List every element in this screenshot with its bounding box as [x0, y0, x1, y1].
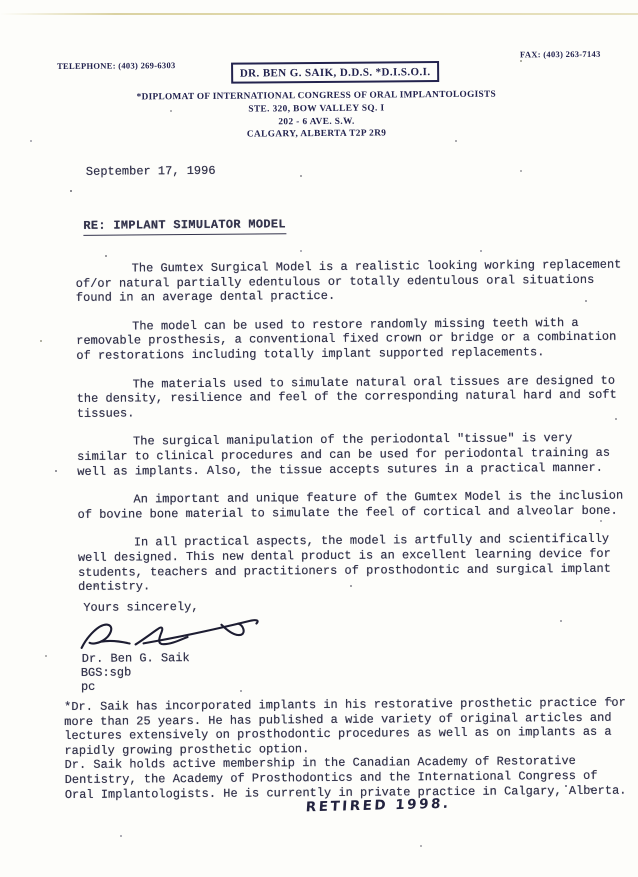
body-paragraph-6: In all practical aspects, the model is artfully and scientifically well designed. This new dental product is an excellent learning device for students, teachers and practitioners of prosthodontic and surgical implant dentistry.: [77, 532, 611, 594]
body-paragraph-1: The Gumtex Surgical Model is a realistic looking working replacement of/or natural partially edentulous or totally edentulous oral situations found in an average dental practice.: [75, 257, 622, 306]
letterhead-address-line-2: 202 - 6 AVE. S.W.: [278, 116, 355, 127]
reference-initials: BGS:sgb: [80, 665, 132, 680]
footnote-paragraph-2: Dr. Saik holds active membership in the Canadian Academy of Restorative Dentistry, the Academy of Prosthodontics and the International Congress of Oral Implantologists. He is currently in private practice in Calgary, Alberta.: [64, 754, 627, 802]
handwritten-retired-note: RETIRED 1998.: [305, 795, 452, 816]
body-paragraph-3: The materials used to simulate natural oral tissues are designed to the density, resilience and feel of the corresponding natural hard and soft tissues.: [76, 373, 617, 421]
body-paragraph-4: The surgical manipulation of the periodontal "tissue" is very similar to clinical procedures and can be used for periodontal training as well as implants. Also, the tissue accepts sutures in a practical manner.: [77, 431, 611, 479]
letter-date: September 17, 1996: [85, 163, 216, 179]
signer-name: Dr. Ben G. Saik: [81, 651, 190, 666]
letterhead-address-line-3: CALGARY, ALBERTA T2P 2R9: [246, 127, 387, 140]
letterhead-fax: FAX: (403) 263-7143: [519, 48, 601, 60]
closing-salutation: Yours sincerely,: [83, 599, 199, 615]
body-paragraph-2: The model can be used to restore randomly missing teeth with a removable prosthesis, a conventional fixed crown or bridge or a combination of restorations including totally implant supported replacements.: [76, 315, 617, 363]
letter-body: [76, 258, 627, 609]
footnote-block: [64, 696, 631, 803]
letter-subject-line: RE: IMPLANT SIMULATOR MODEL: [83, 217, 286, 235]
letterhead-name-box: DR. BEN G. SAIK, D.D.S. *D.I.S.O.I.: [231, 61, 439, 84]
letterhead-diplomat-line: *DIPLOMAT OF INTERNATIONAL CONGRESS OF ORAL IMPLANTOLOGISTS: [136, 89, 497, 103]
copy-notation: pc: [80, 679, 96, 694]
letterhead-telephone: TELEPHONE: (403) 269-6303: [57, 60, 176, 72]
letterhead-address-line-1: STE. 320, BOW VALLEY SQ. I: [248, 103, 385, 115]
body-paragraph-5: An important and unique feature of the Gumtex Model is the inclusion of bovine bone material to simulate the feel of cortical and alveolar bone.: [77, 488, 624, 522]
footnote-paragraph-1: *Dr. Saik has incorporated implants in his restorative prosthetic practice for more than 25 years. He has published a wide variety of original articles and lectures extensively on prosthodontic procedures as well as on implants as a rapidly growing prosthetic option.: [64, 695, 626, 758]
